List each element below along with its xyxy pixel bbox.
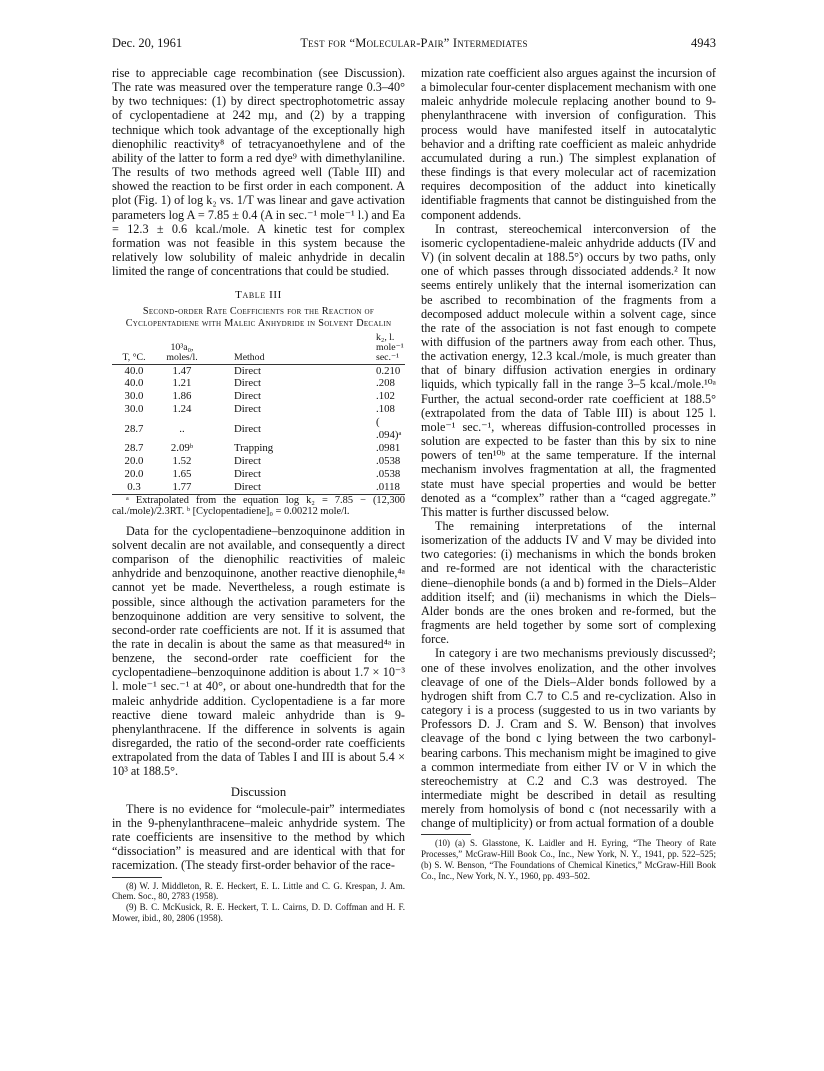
table-row <box>112 416 405 442</box>
table-header-rate: k₂, l. mole⁻¹ sec.⁻¹ <box>324 332 405 365</box>
table-cell: Direct <box>234 377 261 390</box>
left-paragraph-3: There is no evidence for “molecule-pair” intermediates in the 9-phenylanthracene–maleic anhydride system. The rate coefficients are insensitive to the method by which “dissociation” is measured and are identical with that for racemization. (The steady first-order behavior of the race- <box>112 801 405 873</box>
table-cell: 40.0 <box>124 377 144 390</box>
table-cell: .0538 <box>376 454 401 467</box>
table-cell: 0.3 <box>112 481 156 494</box>
right-paragraph-2: In contrast, stereochemical interconversion of the isomeric cyclopentadiene-maleic anhydride adducts (IV and V) (in solvent decalin at 188.5°) occurs by two paths, only one of which passes through dissociated addends.² It now seems entirely unlikely that the internal isomerization can be ascribed to recombination of the fragments from a decomposed adduct molecule within a solvent cage, since the rate of the association is not fast enough to compete with diffusion of the partners away from each other. Thus, the activation energy, 12.3 kcal./mole, is much greater than that of binary diffusion activation energies in ordinary liquids, which typically fall in the range 3–5 kcal./mole.¹⁰ᵃ Further, the actual second-order rate coefficient at 188.5° (extrapolated from the data of Table III) is about 125 l. mole⁻¹ sec.⁻¹, whereas diffusion-controlled processes in solution are expected to be faster than this by six to nine powers of ten¹⁰ᵇ at the same temperature. If the internal mechanism involves fragmentation at all, the fragmented state must have special properties and would be better denoted as a “complex” rather than a “caged aggregate.” This matter is further discussed below. <box>421 221 716 519</box>
table-cell: 1.77 <box>156 481 208 494</box>
table-title: Table III <box>235 289 282 302</box>
header-date: Dec. 20, 1961 <box>112 36 183 50</box>
page-number: 4943 <box>691 36 716 50</box>
table-cell: Trapping <box>234 441 274 454</box>
left-column <box>112 66 405 924</box>
table-cell: Direct <box>234 364 261 377</box>
table-row <box>112 390 405 403</box>
right-paragraph-3: The remaining interpretations of the internal isomerization of the adducts IV and V may be divided into two categories: (i) mechanisms in which the bonds broken and re-formed are not identical with the characteristic diene–dienophile bonds (a and b) formed in the Diels–Alder addition itself; and (ii) mechanisms in which the Diels–Alder bonds are the ones broken and re-formed, but the fragments are held together by some sort of complexing force. <box>421 519 716 647</box>
table-cell: .108 <box>376 403 395 416</box>
table-cell: Direct <box>234 422 261 435</box>
table-cell: 28.7 <box>124 441 144 454</box>
left-paragraph-2: Data for the cyclopentadiene–benzoquinone addition in solvent decalin are not available, and consequently a direct comparison of the dienophilic reactivities of maleic anhydride and benzoquinone, another reactive dienophile,⁴ᵃ cannot yet be made. Nevertheless, a rough estimate is possible, since although the activation parameters for the benzoquinone addition are very sensitive to solvent, the second-order rate coefficients are not. If it is assumed that the rate in decalin is about the same as that measured⁴ᵃ in benzene, the second-order rate coefficient for the cyclopentadiene–benzoquinone addition is about 1.7 × 10⁻³ l. mole⁻¹ sec.⁻¹ at 40°, or about one-hundredth that for the maleic anhydride addition. Cyclopentadiene is a far more reactive diene toward maleic anhydride than is 9-phenylanthracene. If the difference in solvents is again disregarded, the ratio of the second-order rate coefficients extrapolated from the data of Tables I and III is about 5.4 × 10³ at 188.5°. <box>112 523 405 779</box>
table-cell: 30.0 <box>124 390 144 403</box>
left-paragraph-1: rise to appreciable cage recombination (see Discussion). The rate was measured over the temperature range 0.3–40° by two techniques: (1) by direct spectrophotometric assay of cyclopentadiene at 242 mμ, and (2) by a trapping technique which took advantage of the exceptionally high dienophilic reactivity⁸ of tetracyanoethylene and of the ability of the latter to form a red dye⁹ with dimethylaniline. The results of two methods agreed well (Table III) and showed the reaction to be first order in each component. A plot (Fig. 1) of log k₂ vs. 1/T was linear and gave activation parameters log A = 7.85 ± 0.4 (A in sec.⁻¹ mole⁻¹ l.) and Ea = 12.3 ± 0.6 kcal./mole. A kinetic test for complex formation was not feasible in this system because the relatively low solubility of maleic anhydride in decalin limited the range of concentrations that could be studied. <box>112 66 405 279</box>
table-cell: 1.24 <box>172 403 192 416</box>
footnote-9: (9) B. C. McKusick, R. E. Heckert, T. L. Cairns, D. D. Coffman and H. F. Mower, ibid., 80, 2806 (1958). <box>112 902 405 923</box>
table-header-method: Method <box>208 332 324 365</box>
table-cell: 1.52 <box>172 454 192 467</box>
table-footnote: ᵃ Extrapolated from the equation log k₂ = 7.85 − (12,300 cal./mole)/2.3RT. ᵇ [Cyclopentadiene]₀ = 0.00212 mole/l. <box>112 494 405 518</box>
table-cell: 1.65 <box>172 467 192 480</box>
table-cell: Direct <box>234 454 261 467</box>
rate-coefficient-table <box>112 332 405 495</box>
table-cell: 2.09ᵇ <box>170 441 194 454</box>
table-header-temperature: T, °C. <box>112 332 156 365</box>
footnote-8: (8) W. J. Middleton, R. E. Heckert, E. L. Little and C. G. Krespan, J. Am. Chem. Soc., 80, 2783 (1958). <box>112 880 405 902</box>
table-cell: .102 <box>376 390 395 403</box>
footnote-divider <box>112 877 162 878</box>
table-row <box>112 403 405 416</box>
table-cell: Direct <box>234 403 261 416</box>
footnote-10: (10) (a) S. Glasstone, K. Laidler and H. Eyring, “The Theory of Rate Processes,” McGraw-Hill Book Co., Inc., New York, N. Y., 1941, pp. 522–525; (b) S. W. Benson, “The Foundations of Chemical Kinetics,” McGraw-Hill Book Co., Inc., New York, N. Y., 1960, pp. 493–502. <box>421 838 716 881</box>
table-header-concentration: 10³a₀, moles/l. <box>156 332 208 365</box>
table-row <box>112 364 405 377</box>
table-cell: 1.47 <box>172 364 192 377</box>
table-cell: 30.0 <box>124 403 144 416</box>
table-row <box>112 468 405 481</box>
running-header <box>112 36 716 52</box>
table-row <box>112 377 405 390</box>
footnote-divider <box>421 834 471 835</box>
table-cell: 20.0 <box>124 454 144 467</box>
table-cell: ( .094)ᵃ <box>376 416 402 442</box>
table-cell: 1.21 <box>172 377 192 390</box>
table-cell: Direct <box>208 481 324 494</box>
table-row <box>112 455 405 468</box>
table-cell: .208 <box>376 377 395 390</box>
table-cell: Direct <box>234 390 261 403</box>
table-cell: .0118 <box>324 481 405 494</box>
table-cell: .0538 <box>376 467 401 480</box>
table-cell: Direct <box>234 467 261 480</box>
table-caption: Second-order Rate Coefficients for the Reaction of Cyclopentadiene with Maleic Anhydride in Solvent Decalin <box>125 305 392 329</box>
right-paragraph-1: mization rate coefficient also argues against the incursion of a bimolecular four-center displacement mechanism with one maleic anhydride molecule replacing another bound to 9-phenylanthracene with inversion of configuration. This process would have manifested itself in autocatalytic behavior and a drifting rate coefficient as maleic anhydride accumulated during a run.) The simplest explanation of these findings is that every molecular act of racemization requires decomposition of the adduct into kinetically identifiable fragments that cannot be distinguished from the component addends. <box>421 66 716 222</box>
section-heading-discussion: Discussion <box>230 784 287 799</box>
table-cell: 20.0 <box>124 467 144 480</box>
table-row <box>112 442 405 455</box>
table-header-row <box>112 332 405 365</box>
table-cell: .0981 <box>376 441 401 454</box>
table-cell: 28.7 <box>124 422 144 435</box>
table-cell: 0.210 <box>376 364 401 377</box>
header-title: Test for “Molecular-Pair” Intermediates <box>300 36 528 50</box>
right-column <box>421 66 716 882</box>
right-paragraph-4: In category i are two mechanisms previously discussed²; one of these involves enolization, and the other involves cleavage of one of the Diels–Alder bonds followed by a hydrogen shift from C.7 to C.5 and re-cyclization. Also in category i is a process (suggested to us in two variants by Professors D. J. Cram and S. W. Benson) that involves cleavage of the bond c lying between the two carbonyl-bearing carbons. This mechanism might be imagined to give a common intermediate from either IV or V in which the stereochemistry at C.2 and C.3 was destroyed. The intermediate might be described in detail as resulting merely from homolysis of bond c (not necessarily with a change of multiplicity) or from actual formation of a double <box>421 646 716 831</box>
table-cell: 40.0 <box>124 364 144 377</box>
table-cell: .. <box>179 422 185 435</box>
table-cell: 1.86 <box>172 390 192 403</box>
table-row <box>112 481 405 494</box>
